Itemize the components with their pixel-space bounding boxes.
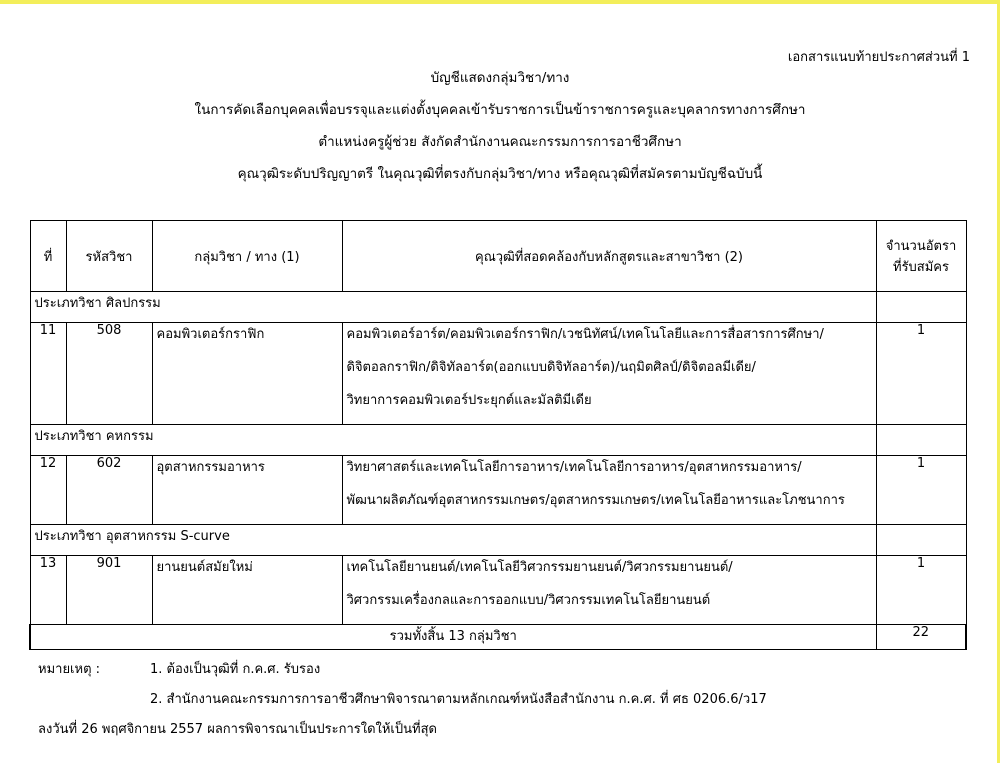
empty-cell xyxy=(876,292,966,323)
row-code: 508 xyxy=(66,323,152,425)
row-qualification xyxy=(342,323,876,425)
empty-cell xyxy=(876,525,966,556)
category-label: ประเภทวิชา ศิลปกรรม xyxy=(30,292,876,323)
row-no: 12 xyxy=(30,456,66,525)
row-count: 1 xyxy=(876,556,966,625)
qual-line: วิทยาการคอมพิวเตอร์ประยุกต์และมัลติมีเดีย xyxy=(346,393,592,408)
total-row xyxy=(30,625,966,650)
header-no: ที่ xyxy=(30,221,66,292)
category-label: ประเภทวิชา อุตสาหกรรม S-curve xyxy=(30,525,876,556)
document-reference: เอกสารแนบท้ายประกาศส่วนที่ 1 xyxy=(787,50,970,65)
top-border-strip xyxy=(0,0,1000,4)
header-qualification: คุณวุฒิที่สอดคล้องกับหลักสูตรและสาขาวิชา (2) xyxy=(342,221,876,292)
row-no: 11 xyxy=(30,323,66,425)
row-group: อุตสาหกรรมอาหาร xyxy=(152,456,342,525)
note-item: 1. ต้องเป็นวุฒิที่ ก.ค.ศ. รับรอง xyxy=(150,662,321,677)
row-group: คอมพิวเตอร์กราฟิก xyxy=(152,323,342,425)
row-no: 13 xyxy=(30,556,66,625)
note-item: ลงวันที่ 26 พฤศจิกายน 2557 ผลการพิจารณาเป็นประการใดให้เป็นที่สุด xyxy=(38,722,437,737)
qual-line: คอมพิวเตอร์อาร์ต/คอมพิวเตอร์กราฟิก/เวชนิทัศน์/เทคโนโลยีและการสื่อสารการศึกษา/ xyxy=(346,327,824,342)
qual-line: วิทยาศาสตร์และเทคโนโลยีการอาหาร/เทคโนโลยีการอาหาร/อุตสาหกรรมอาหาร/ xyxy=(346,460,802,475)
table-row xyxy=(30,323,966,425)
note-row xyxy=(38,690,767,720)
header-group: กลุ่มวิชา / ทาง (1) xyxy=(152,221,342,292)
title-block xyxy=(0,68,1000,196)
category-row xyxy=(30,292,966,323)
table-row xyxy=(30,456,966,525)
note-row xyxy=(38,660,767,690)
qual-line: เทคโนโลยียานยนต์/เทคโนโลยีวิศวกรรมยานยนต์/วิศวกรรมยานยนต์/ xyxy=(346,560,733,575)
row-group: ยานยนต์สมัยใหม่ xyxy=(152,556,342,625)
category-row xyxy=(30,425,966,456)
qual-line: พัฒนาผลิตภัณฑ์อุตสาหกรรมเกษตร/อุตสาหกรรมเกษตร/เทคโนโลยีอาหารและโภชนาการ xyxy=(346,493,845,508)
table-header-row xyxy=(30,221,966,292)
notes-label: หมายเหตุ : xyxy=(38,662,101,677)
header-count-line: ที่รับสมัคร xyxy=(893,260,949,275)
empty-cell xyxy=(876,425,966,456)
row-code: 602 xyxy=(66,456,152,525)
row-code: 901 xyxy=(66,556,152,625)
category-row xyxy=(30,525,966,556)
category-label: ประเภทวิชา คหกรรม xyxy=(30,425,876,456)
note-row xyxy=(38,720,767,750)
total-value: 22 xyxy=(876,625,966,650)
row-qualification xyxy=(342,456,876,525)
notes-block xyxy=(38,660,767,750)
qual-line: วิศวกรรมเครื่องกลและการออกแบบ/วิศวกรรมเทคโนโลยียานยนต์ xyxy=(346,593,711,608)
header-count-line: จำนวนอัตรา xyxy=(885,239,957,254)
row-count: 1 xyxy=(876,323,966,425)
title-line: บัญชีแสดงกลุ่มวิชา/ทาง xyxy=(430,70,570,86)
row-count: 1 xyxy=(876,456,966,525)
total-label: รวมทั้งสิ้น 13 กลุ่มวิชา xyxy=(30,625,876,650)
qual-line: ดิจิตอลกราฟิก/ดิจิทัลอาร์ต(ออกแบบดิจิทัลอาร์ต)/นฤมิตศิลป์/ดิจิตอลมีเดีย/ xyxy=(346,360,756,375)
header-code: รหัสวิชา xyxy=(66,221,152,292)
row-qualification xyxy=(342,556,876,625)
table-row xyxy=(30,556,966,625)
subject-group-table xyxy=(29,220,967,650)
title-line: ตำแหน่งครูผู้ช่วย สังกัดสำนักงานคณะกรรมการการอาชีวศึกษา xyxy=(318,134,682,150)
title-line: ในการคัดเลือกบุคคลเพื่อบรรจุและแต่งตั้งบุคคลเข้ารับราชการเป็นข้าราชการครูและบุคลากรทางการศึกษา xyxy=(194,102,806,118)
note-item: 2. สำนักงานคณะกรรมการการอาชีวศึกษาพิจารณาตามหลักเกณฑ์หนังสือสำนักงาน ก.ค.ศ. ที่ ศธ 0206.6/ว17 xyxy=(150,692,767,707)
title-line: คุณวุฒิระดับปริญญาตรี ในคุณวุฒิที่ตรงกับกลุ่มวิชา/ทาง หรือคุณวุฒิที่สมัครตามบัญชีฉบับนี้ xyxy=(237,166,763,182)
header-count xyxy=(876,221,966,292)
